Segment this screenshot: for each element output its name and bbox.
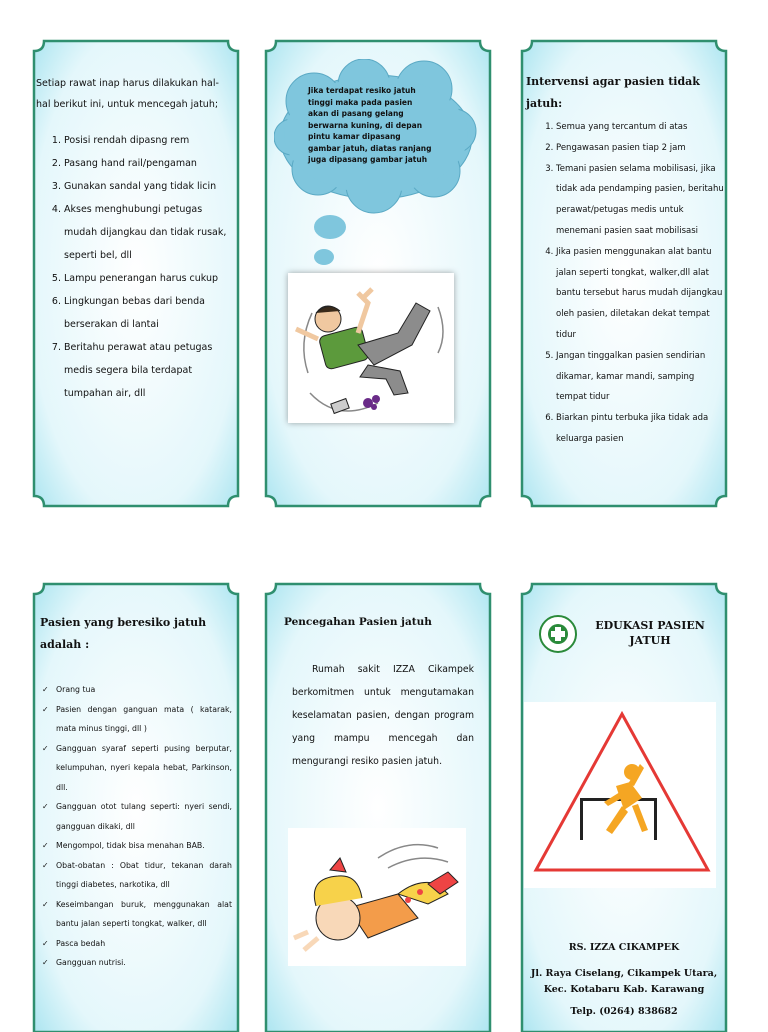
panel3-list xyxy=(526,117,726,450)
panel4-title: Pasien yang beresiko jatuh adalah : xyxy=(40,616,207,651)
panel3-title: Intervensi agar pasien tidak jatuh: xyxy=(526,75,700,110)
falling-girl-illustration xyxy=(288,828,466,966)
list-item: 2. Pengawasan pasien tiap 2 jam xyxy=(556,138,726,159)
list-item: ✓ Pasca bedah xyxy=(42,938,106,948)
list-item: 4. Jika pasien menggunakan alat bantu jalan seperti tongkat, walker,dll alat bantu tersebut harus mudah dijangkau oleh pasien, diletakan dekat tempat tidur xyxy=(556,242,726,346)
hospital-phone: Telp. (0264) 838682 xyxy=(570,1006,678,1017)
cloud-text: Jika terdapat resiko jatuh tinggi maka pada pasien akan di pasang gelang berwarna kuning, di depan pintu kamar dipasang gambar jatuh, diatas ranjang juga dipasang gambar jatuh xyxy=(308,86,432,164)
falling-person-icon xyxy=(288,273,454,423)
list-item: 2. Pasang hand rail/pengaman xyxy=(64,152,232,175)
list-item: ✓ Gangguan nutrisi. xyxy=(42,958,126,967)
list-item: ✓ Pasien dengan ganguan mata ( katarak, mata minus tinggi, dll ) xyxy=(42,704,232,733)
panel-cover xyxy=(518,580,730,1032)
list-item: 7. Beritahu perawat atau petugas medis segera bila terdapat tumpahan air, dll xyxy=(64,336,232,405)
panel4-list xyxy=(42,680,232,973)
list-item: ✓ Orang tua xyxy=(42,685,96,694)
panel-thought-cloud xyxy=(262,37,494,510)
hospital-name: RS. IZZA CIKAMPEK xyxy=(568,942,680,953)
panel-prevention-steps xyxy=(30,37,242,510)
panel1-list xyxy=(36,129,232,405)
list-item: 5. Jangan tinggalkan pasien sendirian dikamar, kamar mandi, samping tempat tidur xyxy=(556,346,726,408)
list-item: 5. Lampu penerangan harus cukup xyxy=(64,267,232,290)
panel1-content xyxy=(36,73,232,405)
panel-interventions xyxy=(518,37,730,510)
falling-man-illustration xyxy=(288,273,454,423)
panel5-title: Pencegahan Pasien jatuh xyxy=(284,616,432,628)
list-item: 6. Lingkungan bebas dari benda berserakan di lantai xyxy=(64,290,232,336)
list-item: ✓ Mengompol, tidak bisa menahan BAB. xyxy=(42,841,205,850)
list-item: 3. Temani pasien selama mobilisasi, jika tidak ada pendamping pasien, beritahu perawat/petugas medis untuk menemani pasien saat mobilisasi xyxy=(556,159,726,242)
fall-warning-icon xyxy=(524,702,716,888)
list-item: ✓ Obat-obatan : Obat tidur, tekanan darah tinggi diabetes, narkotika, dll xyxy=(42,860,232,889)
panel-prevention-intro xyxy=(262,580,494,1032)
list-item: ✓ Keseimbangan buruk, menggunakan alat bantu jalan seperti tongkat, walker, dll xyxy=(42,899,232,928)
cover-title: EDUKASI PASIEN JATUH xyxy=(595,619,705,647)
panel-risk-patients xyxy=(30,580,242,1032)
thought-bubbles-icon xyxy=(310,213,350,273)
list-item: 1. Semua yang tercantum di atas xyxy=(556,117,726,138)
panel5-body: Rumah sakit IZZA Cikampek berkomitmen untuk mengutamakan keselamatan pasien, dengan program yang mampu mencegah dan mengurangi resiko pasien jatuh. xyxy=(292,664,474,767)
hospital-logo-icon xyxy=(538,614,578,654)
panel1-intro: Setiap rawat inap harus dilakukan hal-hal berikut ini, untuk mencegah jatuh; xyxy=(36,78,219,110)
hospital-address: Jl. Raya Ciselang, Cikampek Utara, Kec. Kotabaru Kab. Karawang xyxy=(530,968,718,995)
list-item: 6. Biarkan pintu terbuka jika tidak ada keluarga pasien xyxy=(556,408,726,450)
list-item: 1. Posisi rendah dipasng rem xyxy=(64,129,232,152)
list-item: 3. Gunakan sandal yang tidak licin xyxy=(64,175,232,198)
list-item: 4. Akses menghubungi petugas mudah dijangkau dan tidak rusak, seperti bel, dll xyxy=(64,198,232,267)
list-item: ✓ Gangguan syaraf seperti pusing berputar, kelumpuhan, nyeri kepala hebat, Parkinson, dll. xyxy=(42,743,232,792)
list-item: ✓ Gangguan otot tulang seperti: nyeri sendi, gangguan dikaki, dll xyxy=(42,802,232,831)
falling-girl-icon xyxy=(288,828,466,966)
warning-sign-illustration xyxy=(524,702,716,888)
